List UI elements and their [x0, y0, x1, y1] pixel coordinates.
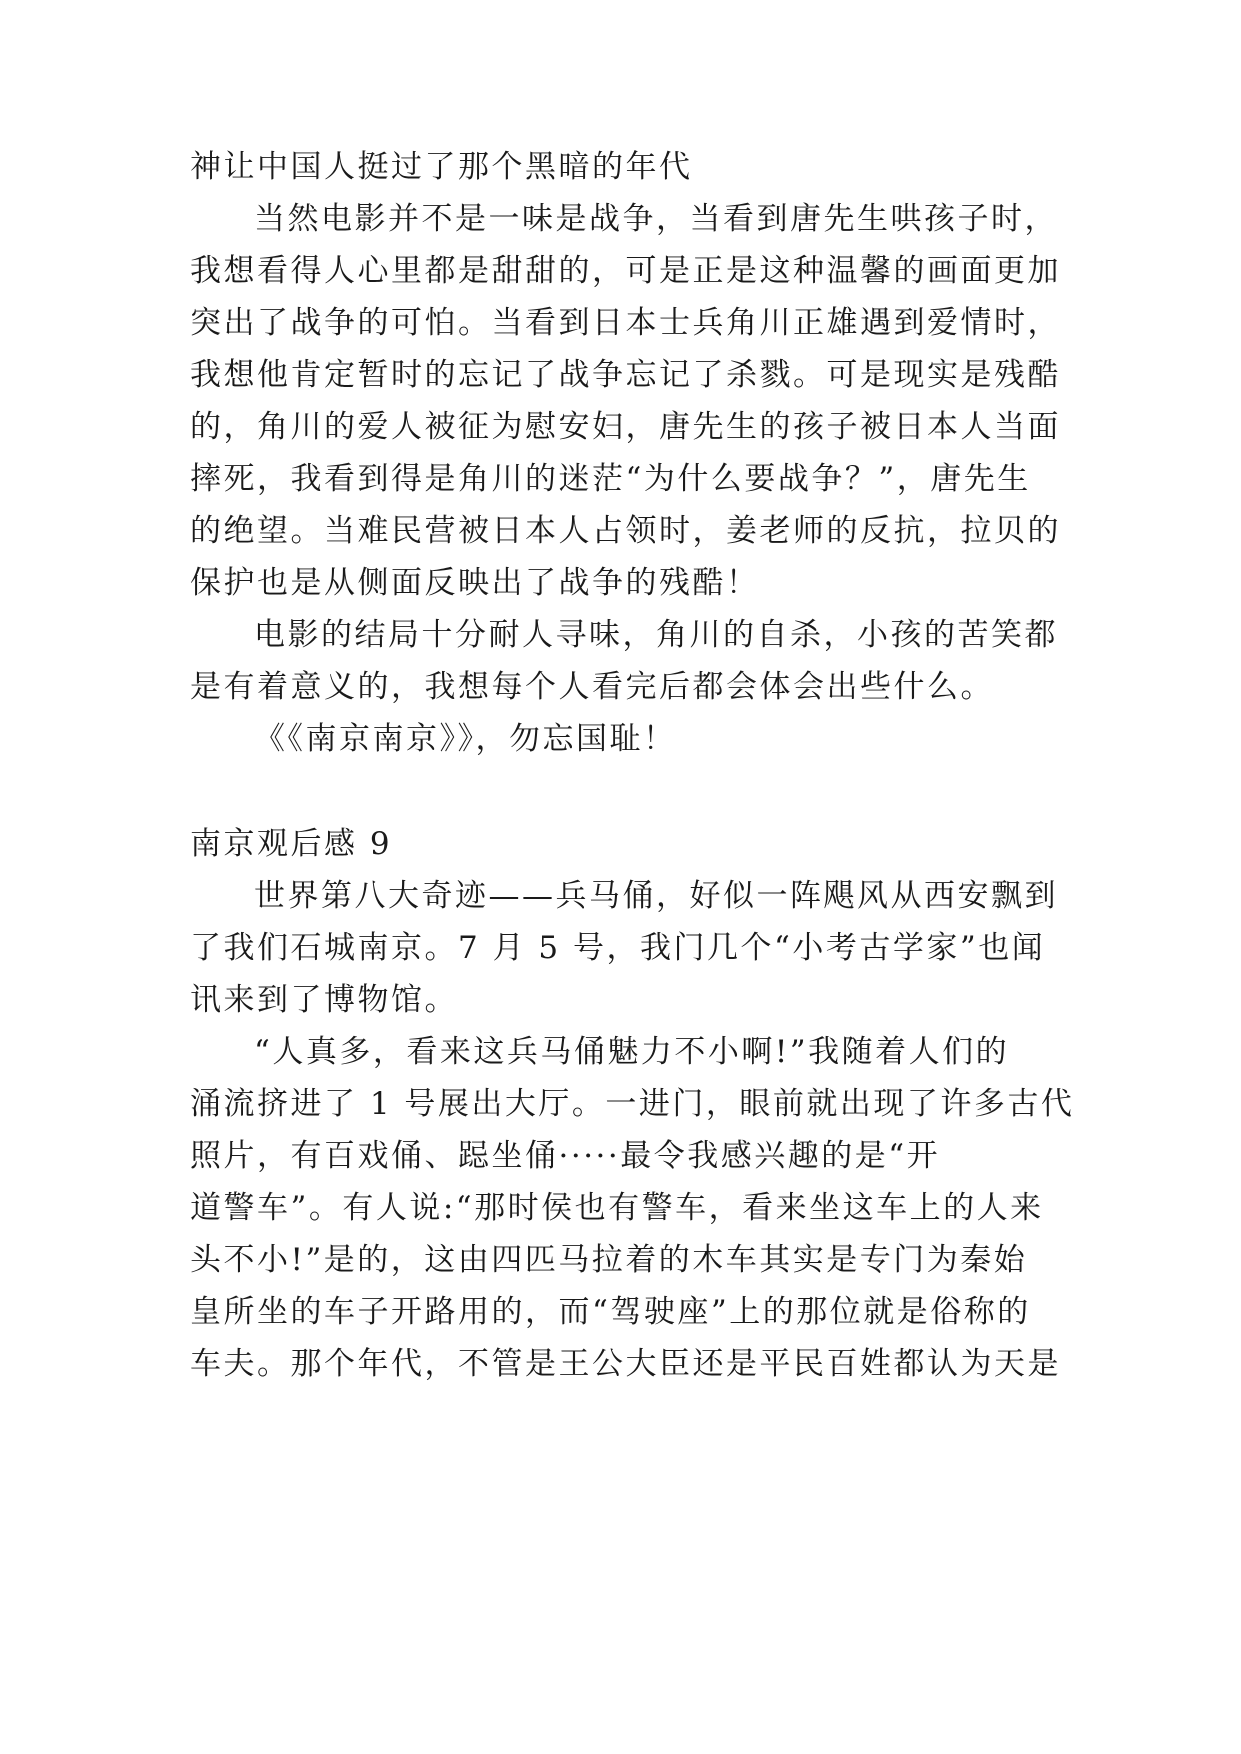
- paragraph-line: 是有着意义的，我想每个人看完后都会体会出些什么。: [190, 669, 994, 705]
- paragraph-line: “人真多，看来这兵马俑魅力不小啊!”我随着人们的: [254, 1034, 1010, 1070]
- paragraph-line: 保护也是从侧面反映出了战争的残酷！: [190, 565, 760, 601]
- paragraph-line: 头不小!”是的，这由四匹马拉着的木车其实是专门为秦始: [190, 1242, 1028, 1278]
- section-title: 南京观后感 9: [190, 826, 393, 862]
- paragraph-line: 皇所坐的车子开路用的，而“驾驶座”上的那位就是俗称的: [190, 1294, 1031, 1330]
- paragraph-line: 道警车”。有人说:“那时侯也有警车，看来坐这车上的人来: [190, 1190, 1044, 1226]
- continuation-line: 神让中国人挺过了那个黑暗的年代: [190, 149, 693, 185]
- paragraph-line: 车夫。那个年代，不管是王公大臣还是平民百姓都认为天是: [190, 1346, 1061, 1382]
- paragraph-line: 世界第八大奇迹——兵马俑，好似一阵飓风从西安飘到: [254, 878, 1058, 914]
- paragraph-line: 《《南京南京》》，勿忘国耻！: [254, 721, 677, 757]
- paragraph-line: 讯来到了博物馆。: [190, 982, 458, 1018]
- paragraph-line: 照片，有百戏俑、跽坐俑·····最令我感兴趣的是“开: [190, 1138, 941, 1174]
- paragraph-line: 突出了战争的可怕。当看到日本士兵角川正雄遇到爱情时，: [190, 305, 1061, 341]
- paragraph-line: 我想看得人心里都是甜甜的，可是正是这种温馨的画面更加: [190, 253, 1061, 289]
- paragraph-line: 电影的结局十分耐人寻味，角川的自杀，小孩的苦笑都: [254, 617, 1058, 653]
- paragraph-line: 涌流挤进了 1 号展出大厅。一进门，眼前就出现了许多古代: [190, 1086, 1075, 1122]
- paragraph-line: 的，角川的爱人被征为慰安妇，唐先生的孩子被日本人当面: [190, 409, 1061, 445]
- paragraph-line: 摔死，我看到得是角川的迷茫“为什么要战争？”，唐先生: [190, 461, 1031, 497]
- paragraph-line: 了我们石城南京。7 月 5 号，我门几个“小考古学家”也闻: [190, 930, 1046, 966]
- paragraph-line: 我想他肯定暂时的忘记了战争忘记了杀戮。可是现实是残酷: [190, 357, 1061, 393]
- paragraph-line: 当然电影并不是一味是战争，当看到唐先生哄孩子时，: [254, 201, 1058, 237]
- paragraph-line: 的绝望。当难民营被日本人占领时，姜老师的反抗，拉贝的: [190, 513, 1061, 549]
